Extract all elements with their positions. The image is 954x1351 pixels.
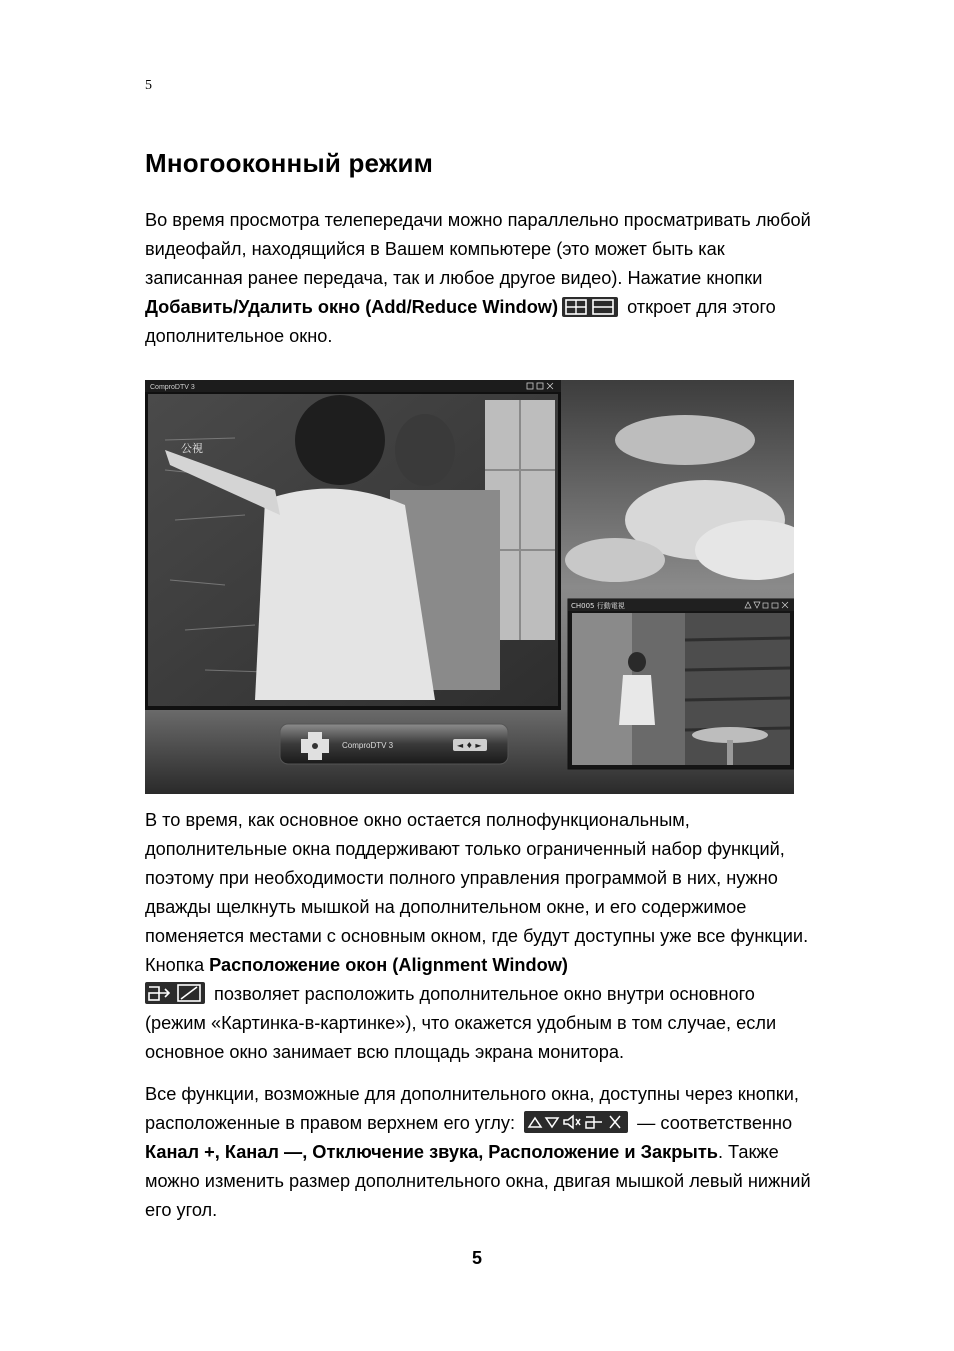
svg-text:◄ ♦ ►: ◄ ♦ ► xyxy=(457,741,482,750)
control-bar-label: ComproDTV 3 xyxy=(342,741,394,750)
page-header-number: 5 xyxy=(145,78,152,93)
alignment-window-icon xyxy=(145,982,205,1004)
add-reduce-window-icon xyxy=(562,297,618,317)
intro-bold-button-name: Добавить/Удалить окно (Add/Reduce Window) xyxy=(145,297,559,317)
page-footer-number: 5 xyxy=(471,1248,482,1268)
secondary-window-controls-icon xyxy=(524,1111,628,1133)
secondary-window-title: CH005 行動電視 xyxy=(571,602,625,610)
multiwindow-screenshot xyxy=(145,380,794,794)
secondary-text-b: позволяет расположить дополнительное окно внутри основного (режим «Картинка-в-картинке»), что окажется удобным в том случае, если основное окно занимает всю площадь экрана монитора. xyxy=(145,984,777,1062)
functions-text-c: . Также можно изменить размер дополнительного окна, двигая мышкой левый нижний его угол. xyxy=(145,1142,811,1220)
page-title: Многооконный режим xyxy=(145,148,434,178)
intro-text-b: откроет для этого дополнительное окно. xyxy=(145,297,776,346)
alignment-button-name: Расположение окон (Alignment Window) xyxy=(209,955,568,975)
intro-paragraph xyxy=(145,206,820,351)
functions-text-a: Все функции, возможные для дополнительного окна, доступны через кнопки, расположенные в правом верхнем его углу: xyxy=(145,1084,799,1133)
functions-bold-list: Канал +, Канал —, Отключение звука, Расположение и Закрыть xyxy=(145,1142,718,1162)
intro-text-a: Во время просмотра телепередачи можно параллельно просматривать любой видеофайл, находящийся в Вашем компьютере (это может быть как записанная ранее передача, так и любое другое видео). Нажатие кнопки xyxy=(145,210,811,288)
secondary-window-paragraph xyxy=(145,806,820,1067)
functions-paragraph xyxy=(145,1080,820,1225)
channel-logo-text: 公視 xyxy=(181,442,203,455)
secondary-text-a: В то время, как основное окно остается полнофункциональным, дополнительные окна поддерживают только ограниченный набор функций, поэтому при необходимости полного управления программой в них, нужно дважды щелкнуть мышкой на дополнительном окне, и его содержимое поменяется местами с основным окном, где будут доступны уже все функции. Кнопка xyxy=(145,810,809,975)
main-window-title: ComproDTV 3 xyxy=(150,384,195,391)
functions-text-b: — соответственно xyxy=(632,1113,793,1133)
multiwindow-screenshot-image xyxy=(145,380,794,794)
